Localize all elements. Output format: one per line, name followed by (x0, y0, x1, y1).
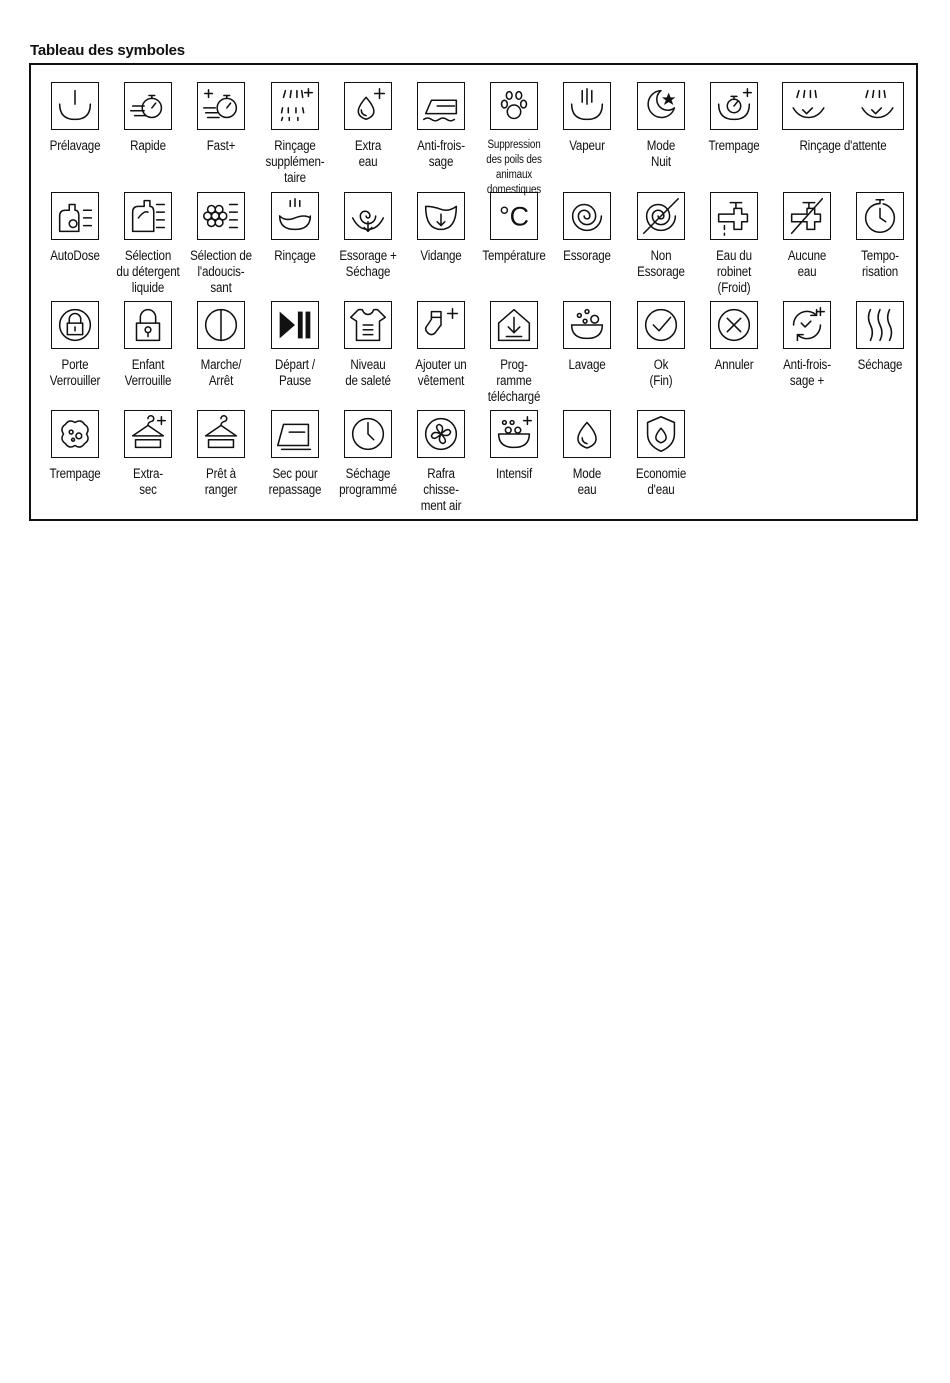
symbol-label: Fast+ (207, 138, 236, 153)
symbol-label: Extra- sec (133, 466, 164, 497)
child-lock-icon (124, 301, 172, 349)
rinse-icon (271, 192, 319, 240)
softener-icon (197, 192, 245, 240)
symbol-cell (111, 82, 185, 154)
iron-dry-icon (271, 410, 319, 458)
symbol-cell (404, 82, 478, 170)
symbol-label: Ok (Fin) (649, 357, 673, 388)
symbol-cell (331, 301, 405, 389)
symbol-label: Prog- ramme téléchargé (487, 357, 541, 404)
symbol-cell (184, 410, 258, 498)
symbol-cell (477, 192, 551, 264)
cupboard-dry-icon (197, 410, 245, 458)
symbol-label: Séchage (857, 357, 903, 372)
symbol-cell (111, 301, 185, 389)
symbol-label: Température (482, 248, 546, 263)
pet-hair-icon (490, 82, 538, 130)
page-title: Tableau des symboles (30, 42, 185, 59)
cancel-icon (710, 301, 758, 349)
symbol-cell (184, 301, 258, 389)
symbol-label: Eau du robinet (Froid) (715, 248, 752, 295)
spin-icon (563, 192, 611, 240)
download-program-icon (490, 301, 538, 349)
soak-icon (51, 410, 99, 458)
symbol-label: Rinçage (273, 248, 316, 263)
symbol-cell (477, 410, 551, 482)
symbol-label: Economie d'eau (635, 466, 686, 497)
extra-dry-icon (124, 410, 172, 458)
rinse-hold-icon (782, 82, 904, 130)
symbol-cell (550, 82, 624, 154)
spin-dry-icon (344, 192, 392, 240)
symbol-cell (111, 192, 185, 296)
symbol-cell (111, 410, 185, 498)
symbol-cell (38, 192, 112, 264)
drying-icon (856, 301, 904, 349)
symbol-label: Trempage (708, 138, 760, 153)
symbol-cell (331, 82, 405, 170)
symbol-label: Lavage (568, 357, 606, 372)
symbol-cell (770, 192, 844, 280)
symbol-label: Prélavage (49, 138, 101, 153)
symbol-cell (770, 82, 916, 154)
add-garment-icon (417, 301, 465, 349)
water-mode-icon (563, 410, 611, 458)
anti-crease-icon (417, 82, 465, 130)
symbol-cell (624, 301, 698, 389)
symbol-cell (477, 82, 551, 198)
symbol-cell (697, 192, 771, 296)
symbol-label: Trempage (49, 466, 101, 481)
no-water-icon (783, 192, 831, 240)
symbol-cell (331, 192, 405, 280)
symbol-label: Anti-frois- sage (417, 138, 465, 169)
symbol-cell (258, 410, 332, 498)
symbol-label: Vidange (420, 248, 462, 263)
anti-crease-plus-icon (783, 301, 831, 349)
intensive-icon (490, 410, 538, 458)
wash-icon (563, 301, 611, 349)
symbol-label: Sélection de l'adoucis- sant (190, 248, 253, 295)
symbol-label: Rapide (130, 138, 167, 153)
extra-rinse-icon (271, 82, 319, 130)
symbol-label: Séchage programmé (338, 466, 397, 497)
symbol-label: Niveau de saleté (345, 357, 391, 388)
symbol-cell (404, 301, 478, 389)
symbol-cell (770, 301, 844, 389)
symbol-cell (38, 301, 112, 389)
symbol-cell (624, 192, 698, 280)
symbol-label: Tempo- risation (861, 248, 900, 279)
symbol-cell (38, 82, 112, 154)
timer-icon (856, 192, 904, 240)
drain-icon (417, 192, 465, 240)
symbol-label: Rinçage d'attente (799, 138, 887, 153)
symbol-label: Annuler (714, 357, 754, 372)
symbol-label: Ajouter un vêtement (415, 357, 467, 388)
steam-icon (563, 82, 611, 130)
symbol-label: AutoDose (50, 248, 100, 263)
symbol-cell (258, 301, 332, 389)
svg-text:°C: °C (499, 201, 530, 232)
symbol-cell (477, 301, 551, 405)
symbol-cell (184, 192, 258, 296)
symbol-label: Anti-frois- sage + (783, 357, 831, 388)
symbol-label: Suppression des poils des animaux domestiques (486, 139, 542, 196)
symbol-cell (404, 410, 478, 514)
fast-plus-icon (197, 82, 245, 130)
symbol-cell (624, 82, 698, 170)
symbol-cell (258, 192, 332, 264)
symbol-cell (624, 410, 698, 498)
symbol-cell (697, 301, 771, 373)
autodose-icon (51, 192, 99, 240)
symbol-cell (331, 410, 405, 498)
ok-icon (637, 301, 685, 349)
air-refresh-icon (417, 410, 465, 458)
no-spin-icon (637, 192, 685, 240)
tap-water-icon (710, 192, 758, 240)
water-saving-icon (637, 410, 685, 458)
symbol-cell (258, 82, 332, 186)
night-mode-icon (637, 82, 685, 130)
start-pause-icon (271, 301, 319, 349)
symbol-cell (843, 301, 917, 373)
symbol-label: Essorage (563, 248, 612, 263)
quick-icon (124, 82, 172, 130)
symbol-cell (843, 192, 917, 280)
symbol-label: Extra eau (354, 138, 381, 169)
symbol-cell (38, 410, 112, 482)
timed-dry-icon (344, 410, 392, 458)
symbol-label: Sec pour repassage (268, 466, 321, 497)
symbol-label: Mode Nuit (646, 138, 675, 169)
extra-water-icon (344, 82, 392, 130)
symbol-label: Porte Verrouiller (49, 357, 101, 388)
symbol-label: Prêt à ranger (205, 466, 238, 497)
prewash-icon (51, 82, 99, 130)
symbol-label: Mode eau (573, 466, 602, 497)
symbol-label: Essorage + Séchage (339, 248, 397, 279)
soak-plus-icon (710, 82, 758, 130)
symbol-cell (550, 301, 624, 373)
symbol-cell (404, 192, 478, 264)
soil-level-icon (344, 301, 392, 349)
symbol-cell (550, 192, 624, 264)
symbol-table (29, 63, 918, 521)
symbol-label: Rinçage supplémen- taire (265, 138, 325, 185)
symbol-cell (550, 410, 624, 498)
symbol-label: Départ / Pause (274, 357, 315, 388)
symbol-label: Vapeur (569, 138, 606, 153)
symbol-label: Non Essorage (636, 248, 685, 279)
symbol-cell (697, 82, 771, 154)
power-icon (197, 301, 245, 349)
symbol-label: Enfant Verrouille (124, 357, 172, 388)
temperature-icon (490, 192, 538, 240)
symbol-label: Rafra chisse- ment air (420, 466, 462, 513)
symbol-label: Sélection du détergent liquide (116, 248, 180, 295)
symbol-label: Intensif (496, 466, 533, 481)
symbol-cell (184, 82, 258, 154)
liquid-detergent-icon (124, 192, 172, 240)
door-lock-icon (51, 301, 99, 349)
symbol-label: Marche/ Arrêt (201, 357, 242, 388)
symbol-label: Aucune eau (787, 248, 827, 279)
